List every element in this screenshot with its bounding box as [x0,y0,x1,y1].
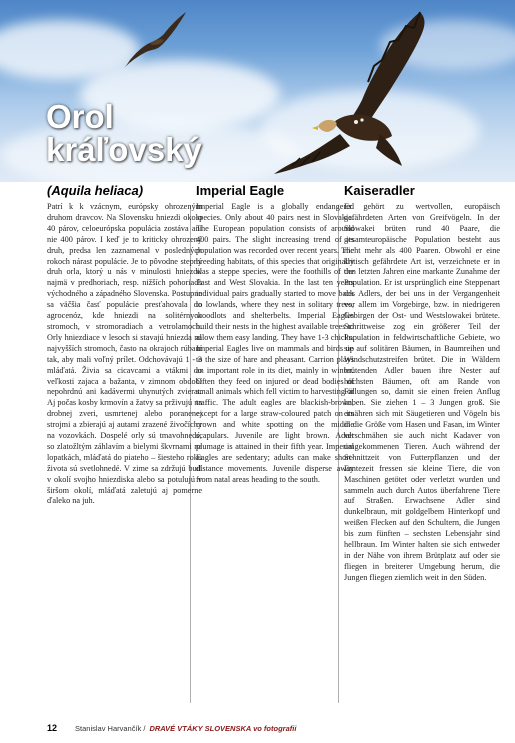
hero-photo [0,0,515,182]
slovak-heading: (Aquila heliaca) [47,183,144,198]
flying-eagle-small-icon [120,10,190,70]
german-text: Er gehört zu wertvollen, europäisch gefährdeten Arten von Greifvögeln. In der Slowakei brüten rund 40 Paare, die gesamteuropäische Population besteht aus nicht mehr als 400 Paaren. Obwohl er eine kritisch gefährdete Art ist, verzeichnete er in den letzten Jahren eine markante Zunahme der Population. Er ist ursprünglich eine Steppenart des Adlers, der bei uns in der Vergangenheit vor allem im Vorgebirge, bzw. in niedrigeren Gebirgen der Ost- und Westslowakei brütete. Schrittweise zog ein größerer Teil der Population in feldwirtschaftliche Gebiete, wo sie auf solitären Bäumen, in Baumreihen und Windschutzstreifen brütet. Die in Wäldern brütenden Adler bauen ihre Nester auf höchsten Bäumen, oft am Rande von Fällungen so, damit sie einen freien Anflug haben. Sie ziehen 1 – 3 Jungen groß. Sie ernähren sich mit Säugetieren und Vögeln bis in die Größe vom Hasen und Fasan, im Winter verschmähen sie auch nicht Kadaver von umgekommenen Tieren. Auch während der Schnittzeit von Futterpflanzen und der Erntezeit fressen sie kleine Tiere, die von Maschinen getötet oder verletzt wurden und sammeln auch durch Autos überfahrene Tiere auf Straßen. Erwachsene Adler sind dunkelbraun, mit goldgelbem Hinterkopf und weißen Flecken auf den Schultern, die Jungen bis zum fünften – sechsten Lebensjahr sind hellbraun. Im Winter halten sie sich entweder in der Nähe von ihrem Brütplatz auf oder sie fliegen in breiterer Umgebung herum, die Jungen fliegen ziemlich weit in den Süden. [344,202,500,582]
english-heading: Imperial Eagle [196,183,285,198]
page-footer [47,723,487,737]
title-line-1: Orol [46,98,114,135]
footer-book-title: DRAVÉ VTÁKY SLOVENSKA vo fotografii [149,724,297,733]
slovak-column [47,180,202,507]
english-text: Imperial Eagle is a globally endangered species. Only about 40 pairs nest in Slovakia. The European population consists of around 400 pairs. The slight increasing trend of its population was recorded over recent years. The breeding habitats, of this species that originally was a steppe species, were the foothills of the East and West Slovakia. In the last ten years individual pairs gradually started to move back to lowlands, where they nest in solitary trees, woodlots and shelterbelts. Imperial Eagles build their nests in the highest available trees to allow them easy landing. They have 1-3 chicks. Imperial Eagles live on mammals and birds up to the size of hare and pheasant. Carrion plays an important role in its diet, mainly in winter. Often they feed on injured or dead bodies of small animals which fell victim to harvesting or traffic. The adult eagles are blackish-brown, except for a large straw-coloured patch on its crown and white spotting on the middle scapulars. Juvenile are light brown. Adult plumage is attained in their fifth year. Imperial Eagles are sedentary; adults can make short-distance movements. Juvenile disperse away from natal areas heading to the south. [196,202,354,484]
footer-author: Stanislav Harvančík / [75,724,146,733]
page-title [46,100,202,166]
english-column [196,180,354,486]
slovak-text: Patrí k k vzácnym, európsky ohrozeným druhom dravcov. Na Slovensku hniezdi okolo 40 párov, celoeurópska populácia zostáva ani nie 400 párov. I keď je to kriticky ohrozený druh, predsa len zaznamenal v posledných rokoch nárast populácie. Je to pôvodne stepný druh orla, ktorý u nás v minulosti hniezdil najmä v predhoriach, resp. nižších pohoriach východného a západného Slovenska. Postupne sa väčšia časť populácie presťahovala do agrocenóz, kde hniezdi na solitérnych stromoch, v stromoradiach a vetrolamoch. Orly hniezdiace v lesoch si stavajú hniezda na najvyšších stromoch, často na okrajoch rúbaní tak, aby mali voľný prílet. Odchovávajú 1 - 3 mláďatá. Živia sa cicavcami a vtákmi do veľkosti zajaca a bažanta, v zimnom období nepohrdnú ani kadávermi uhynutých zvierat. Aj počas kosby krmovín a žatvy sa prživujú na drobnej zveri, usmrtenej alebo poranenej strojmi a zbierajú aj autami zrazené živočíchy na vozovkách. Dospelé orly sú tmavohnedé, so zlatožltým záhlavím a bielymi škvrnami na lopatkách, mláďatá do piateho – šiesteho roku života sú svetlohnedé. V zime sa zdržujú buď v okolí svojho hniezdiska alebo sa potulujú v širšom okolí, mláďatá zaletujú aj pomerne ďaleko na juh. [47,202,202,506]
title-line-2: kráľovský [46,131,202,168]
soaring-eagle-large-icon [270,10,450,182]
german-heading: Kaiseradler [344,183,415,198]
page-number: 12 [47,723,58,733]
german-column [344,180,500,584]
